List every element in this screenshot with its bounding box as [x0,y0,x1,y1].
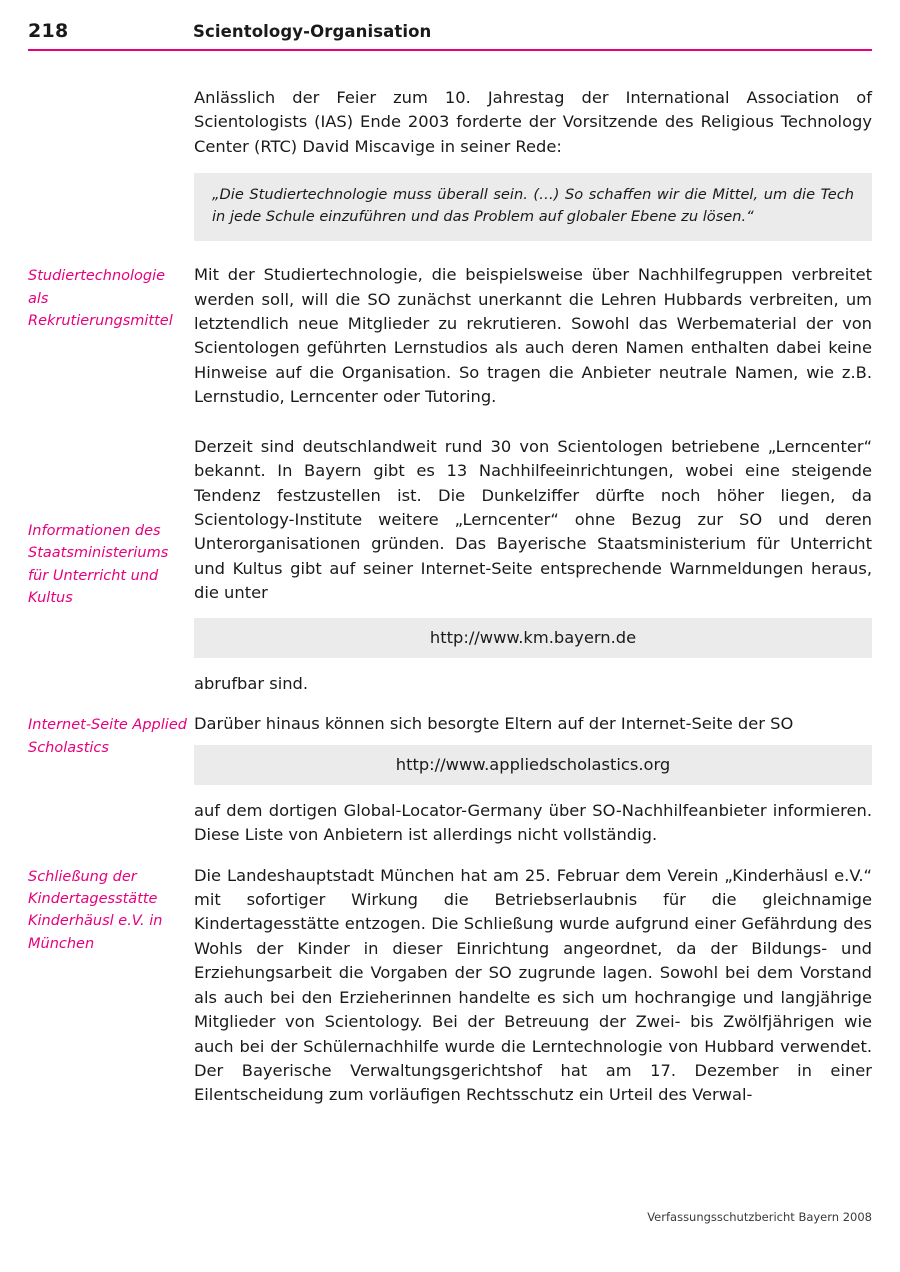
applied-scholastics-body [194,712,872,847]
url-applied-scholastics[interactable]: http://www.appliedscholastics.org [395,754,671,774]
paragraph-abrufbar: abrufbar sind. [194,673,309,693]
url-box-km-bayern[interactable] [194,618,872,658]
intro-body [194,86,872,241]
quote-box [194,173,872,241]
lerncenter-body [194,435,872,697]
page-footer: Verfassungsschutzbericht Bayern 2008 [647,1210,872,1224]
spacer [28,848,872,864]
marginal-note-applied-scholastics: Internet-Seite Applied Scholastics [28,717,187,756]
spacer [28,427,872,435]
header-title: Scientology-Organisation [193,22,432,41]
marginal-note-closure: Schließung der Kindertagesstätte Kinderhäusl e.V. in München [28,868,163,952]
section-intro [28,86,872,241]
section-study-technology [28,263,872,410]
paragraph-global-locator: auf dem dortigen Global-Locator-Germany über SO-Nachhilfeanbieter informieren. Diese Liste von Anbietern ist allerdings nicht vollständig. [194,800,872,845]
section-applied-scholastics [28,712,872,847]
spacer [28,696,872,712]
url-box-applied-scholastics[interactable] [194,745,872,785]
header-divider [28,49,872,51]
paragraph-kinderhaeusl: Die Landeshauptstadt München hat am 25. Februar dem Verein „Kinderhäusl e.V.“ mit sofortiger Wirkung die Betriebserlaubnis für die gleichnamige Kindertagesstätte entzogen. Die Schließung wurde aufgrund einer Gefährdung des Wohls der Kinder in dieser Einrichtung angeordnet, da der Bildungs- und Erziehungsarbeit die Vorgaben der SO zugrunde lagen. Sowohl bei dem Vorstand als auch bei den Erzieherinnen handelte es sich um hochrangige und langjährige Mitglieder von Scientology. Bei der Betreuung der Zwei- bis Zwölfjährigen wie auch bei der Schülernachhilfe wurde die Lerntechnologie von Hubbard verwendet. Der Bayerische Verwaltungsgerichtshof hat am 17. Dezember in einer Eilentscheidung zum vorläufigen Rechtsschutz ein Urteil des Verwal- [194,865,872,1105]
page-header [0,0,900,52]
section-lerncenter [28,435,872,697]
intro-paragraph: Anlässlich der Feier zum 10. Jahrestag der International Association of Scientologists (IAS) Ende 2003 forderte der Vorsitzende des Religious Technology Center (RTC) David Miscavige in seiner Rede: [194,88,872,156]
marginal-note-study-technology: Studiertechnologie als Rekrutierungsmittel [28,268,173,330]
kinderhaeusl-body [194,864,872,1108]
quote-text: „Die Studiertechnologie muss überall sein. (…) So schaffen wir die Mittel, um die Tech in jede Schule einzuführen und das Problem auf globaler Ebene zu lösen.“ [212,186,854,226]
header-content [28,20,872,42]
marginal-note-ministry: Informationen des Staatsministeriums für Unterricht und Kultus [28,522,169,607]
page-number: 218 [28,20,69,42]
page-content [28,86,872,1108]
paragraph-lerncenter: Derzeit sind deutschlandweit rund 30 von Scientologen betriebene „Lerncenter“ bekannt. In Bayern gibt es 13 Nachhilfeeinrichtungen, wobei eine steigende Tendenz festzustellen ist. Die Dunkelziffer dürfte noch höher liegen, da Scientology-Institute weitere „Lerncenter“ ohne Bezug zur SO und deren Unterorganisationen gründen. Das Bayerische Staatsministerium für Unterricht und Kultus gibt auf seiner Internet-Seite entsprechende Warnmeldungen heraus, die unter [194,436,872,603]
study-technology-body [194,263,872,410]
paragraph-study-technology: Mit der Studiertechnologie, die beispielsweise über Nachhilfegruppen verbreitet werden soll, will die SO zunächst unerkannt die Lehren Hubbards verbreiten, um letztendlich neue Mitglieder zu rekrutieren. Sowohl das Werbematerial der von Scientologen geführten Lernstudios als auch deren Namen enthalten dabei keine Hinweise auf die Organisation. So tragen die Anbieter neutrale Namen, wie z.B. Lernstudio, Lerncenter oder Tutoring. [194,265,872,407]
paragraph-eltern: Darüber hinaus können sich besorgte Eltern auf der Internet-Seite der SO [194,714,794,734]
section-kinderhaeusl [28,864,872,1108]
url-km-bayern[interactable]: http://www.km.bayern.de [429,627,637,647]
